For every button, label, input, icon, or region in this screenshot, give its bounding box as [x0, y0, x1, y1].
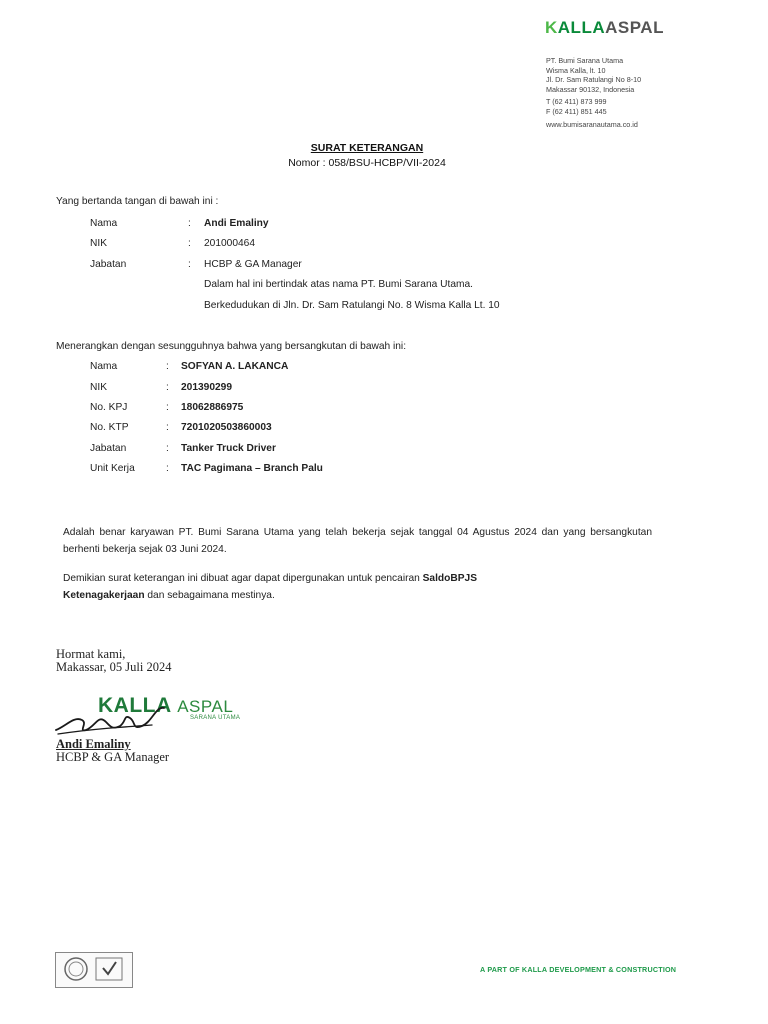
signer-name-label: Nama [90, 218, 118, 229]
colon: : [166, 361, 169, 372]
closing-prefix: Demikian surat keterangan ini dibuat agar dapat dipergunakan untuk pencairan [63, 573, 423, 584]
company-address [546, 56, 641, 129]
closing-suffix: dan sebagaimana mestinya. [144, 590, 275, 601]
signature [52, 696, 202, 741]
stamp-kalla: KALLA [98, 694, 171, 717]
subject-value: 7201020503860003 [181, 422, 272, 433]
company-logo [545, 18, 664, 38]
subject-label: Nama [90, 361, 118, 372]
footer-tagline: A PART OF KALLA DEVELOPMENT & CONSTRUCTION [480, 965, 677, 974]
signer-position-value: HCBP & GA Manager [204, 259, 302, 270]
logo-k: K [545, 18, 558, 37]
colon: : [188, 218, 191, 229]
closing-bold: Ketenagakerjaan [63, 590, 145, 601]
signer-nik-value: 201000464 [204, 238, 255, 249]
colon: : [188, 259, 191, 270]
signer-position-label: Jabatan [90, 259, 127, 270]
signer-behalf-line: Dalam hal ini bertindak atas nama PT. Bumi Sarana Utama. [204, 279, 473, 290]
subject-value: SOFYAN A. LAKANCA [181, 361, 289, 372]
address-line: Wisma Kalla, lt. 10 [546, 65, 606, 75]
subject-value: TAC Pagimana – Branch Palu [181, 463, 323, 474]
address-line: Jl. Dr. Sam Ratulangi No 8-10 [546, 75, 642, 85]
phone-number: T (62 411) 873 999 [546, 97, 607, 107]
logo-aspal: ASPAL [605, 18, 664, 37]
letter-title: SURAT KETERANGAN [310, 142, 424, 154]
fax-number: F (62 411) 851 445 [546, 106, 607, 116]
subject-label: Unit Kerja [90, 463, 135, 474]
signer-name: Andi Emaliny [56, 737, 131, 751]
closing-paragraph [63, 570, 663, 604]
subject-label: No. KPJ [90, 402, 128, 413]
colon: : [188, 238, 191, 249]
place-date: Makassar, 05 Juli 2024 [56, 660, 172, 674]
logo-kalla: ALLA [557, 18, 606, 37]
certification-badges [55, 952, 133, 988]
signer-domicile-line: Berkedudukan di Jln. Dr. Sam Ratulangi No. 8 Wisma Kalla Lt. 10 [204, 300, 500, 311]
signer-title: HCBP & GA Manager [56, 750, 170, 764]
website: www.bumisaranautama.co.id [546, 119, 638, 129]
intro-text: Yang bertanda tangan di bawah ini : [56, 196, 219, 207]
stamp-subtitle: SARANA UTAMA [190, 715, 241, 721]
colon: : [166, 402, 169, 413]
closing-bold: SaldoBPJS [422, 573, 477, 584]
subject-label: No. KTP [90, 422, 129, 433]
subject-value: 201390299 [181, 382, 232, 393]
subject-label: Jabatan [90, 443, 127, 454]
colon: : [166, 443, 169, 454]
subject-value: Tanker Truck Driver [181, 443, 276, 454]
letter-number: Nomor : 058/BSU-HCBP/VII-2024 [288, 157, 446, 169]
colon: : [166, 463, 169, 474]
subject-value: 18062886975 [181, 402, 244, 413]
stamp-aspal: ASPAL [177, 697, 234, 716]
subject-label: NIK [90, 382, 107, 393]
address-line: PT. Bumi Sarana Utama [546, 56, 624, 65]
body-paragraph: Adalah benar karyawan PT. Bumi Sarana Utama yang telah bekerja sejak tanggal 04 Agustus 2024 dan yang bersangkutan berhenti bekerja sejak 03 Juni 2024. [63, 527, 652, 555]
address-line: Makassar 90132, Indonesia [546, 84, 635, 94]
colon: : [166, 422, 169, 433]
signer-nik-label: NIK [90, 238, 107, 249]
signer-name-value: Andi Emaliny [204, 218, 269, 229]
statement-intro: Menerangkan dengan sesungguhnya bahwa yang bersangkutan di bawah ini: [56, 341, 407, 352]
colon: : [166, 382, 169, 393]
certification-seal-icon [56, 953, 132, 987]
regards: Hormat kami, [56, 647, 126, 661]
